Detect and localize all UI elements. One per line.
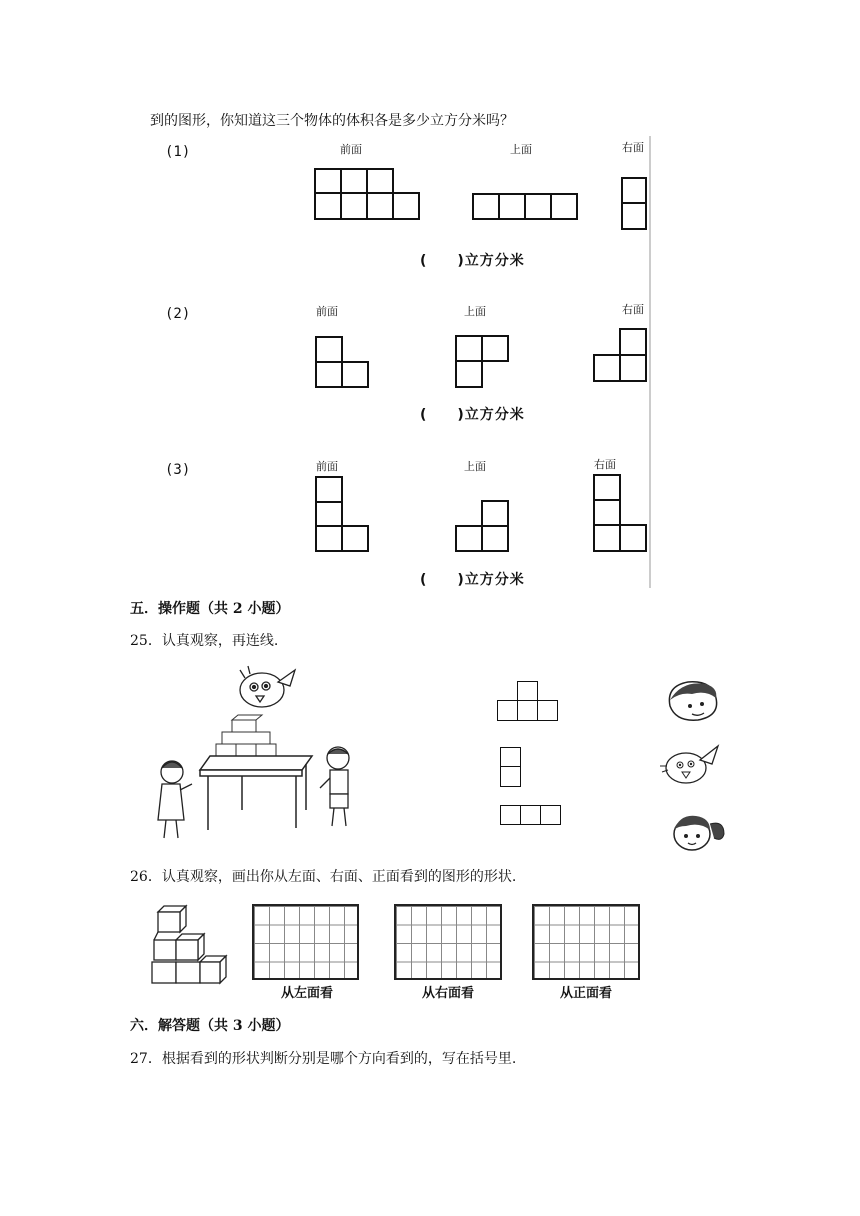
section-5-heading: 五．操作题（共 2 小题）	[130, 601, 290, 617]
right-view-label: 右面	[594, 458, 616, 471]
right-view-label: 右面	[622, 303, 644, 316]
top-view-label: 上面	[510, 143, 532, 156]
cube-stack-illustration	[150, 904, 230, 986]
subq-3-number: (3)	[165, 462, 191, 478]
subq-2-number: (2)	[165, 306, 191, 322]
q26-text: 26．认真观察，画出你从左面、右面、正面看到的图形的形状.	[130, 869, 517, 885]
subq-3-answer[interactable]: ( )立方分米	[420, 572, 525, 588]
section-6-heading: 六．解答题（共 3 小题）	[130, 1018, 290, 1034]
image-edge-line	[649, 136, 651, 588]
right-view-label: 右面	[622, 141, 644, 154]
front-view-label: 前面	[340, 143, 362, 156]
blocks-icon	[216, 715, 276, 758]
bird-face-icon	[660, 740, 722, 788]
front-view-grid[interactable]	[532, 904, 640, 980]
top-view-label: 上面	[464, 460, 486, 473]
front-view-label: 前面	[316, 305, 338, 318]
boy-face-icon	[662, 676, 726, 724]
front-view-label: 前面	[316, 460, 338, 473]
top-view-label: 上面	[464, 305, 486, 318]
right-view-caption: 从右面看	[422, 986, 475, 1001]
girl-icon	[158, 761, 192, 838]
subq-2-answer[interactable]: ( )立方分米	[420, 407, 525, 423]
q25-scene-illustration	[150, 660, 360, 846]
left-view-caption: 从左面看	[281, 986, 334, 1001]
boy-icon	[320, 747, 349, 826]
left-view-grid[interactable]	[252, 904, 359, 980]
right-view-grid[interactable]	[394, 904, 502, 980]
table-icon	[200, 756, 312, 830]
subq-1-answer[interactable]: ( )立方分米	[420, 253, 525, 269]
front-view-caption: 从正面看	[560, 986, 613, 1001]
q27-text: 27．根据看到的形状判断分别是哪个方向看到的，写在括号里.	[130, 1051, 517, 1067]
bird-icon	[240, 666, 295, 707]
girl-face-icon	[666, 810, 728, 854]
q25-text: 25．认真观察，再连线.	[130, 633, 279, 649]
subq-1-number: (1)	[165, 144, 191, 160]
intro-text: 到的图形，你知道这三个物体的体积各是多少立方分米吗？	[150, 113, 514, 129]
